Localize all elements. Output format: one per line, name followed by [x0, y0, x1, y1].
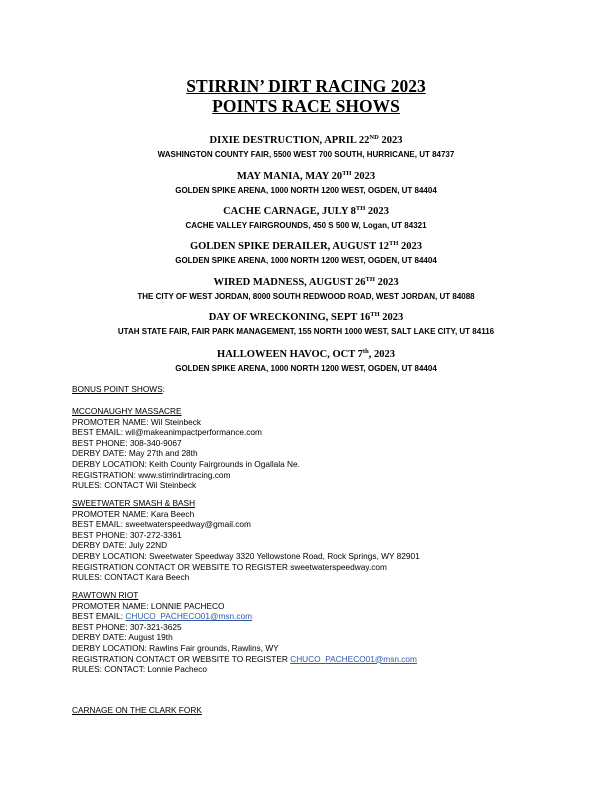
document-title: STIRRIN’ DIRT RACING 2023: [186, 76, 426, 96]
best-phone: BEST PHONE: 307-321-3625: [72, 621, 182, 632]
event-location: GOLDEN SPIKE ARENA, 1000 NORTH 1200 WEST, OGDEN, UT 84404: [175, 186, 437, 195]
promoter-name: PROMOTER NAME: Kara Beech: [72, 508, 195, 519]
best-phone: BEST PHONE: 307-272-3361: [72, 529, 182, 540]
derby-location: DERBY LOCATION: Sweetwater Speedway 3320 Yellowstone Road, Rock Springs, WY 82901: [72, 550, 420, 561]
derby-location: DERBY LOCATION: Rawlins Fair grounds, Rawlins, WY: [72, 642, 279, 653]
rules: RULES: CONTACT Kara Beech: [72, 572, 190, 583]
event-name: HALLOWEEN HAVOC, OCT 7th, 2023: [217, 348, 395, 360]
event-location: GOLDEN SPIKE ARENA, 1000 NORTH 1200 WEST, OGDEN, UT 84404: [175, 364, 437, 373]
event-location: GOLDEN SPIKE ARENA, 1000 NORTH 1200 WEST, OGDEN, UT 84404: [175, 256, 437, 265]
show-title: MCCONAUGHY MASSACRE: [72, 406, 182, 416]
event-name: DIXIE DESTRUCTION, APRIL 22ND 2023: [209, 134, 403, 146]
event-halloween-havoc: [0, 348, 612, 375]
email-link[interactable]: CHUCO_PACHECO01@msn.com: [125, 611, 253, 622]
show-title: RAWTOWN RIOT: [72, 590, 139, 600]
derby-date: DERBY DATE: July 22ND: [72, 540, 168, 551]
event-day-of-wreckoning: [0, 311, 612, 338]
best-phone: BEST PHONE: 308-340-9067: [72, 437, 182, 448]
event-name: WIRED MADNESS, AUGUST 26TH 2023: [213, 276, 399, 288]
event-name: GOLDEN SPIKE DERAILER, AUGUST 12TH 2023: [189, 240, 423, 252]
event-location: CACHE VALLEY FAIRGROUNDS, 450 S 500 W, Logan, UT 84321: [185, 221, 427, 230]
event-name: MAY MANIA, MAY 20TH 2023: [236, 170, 376, 182]
derby-location: DERBY LOCATION: Keith County Fairgrounds in Ogallala Ne.: [72, 458, 300, 469]
derby-date: DERBY DATE: May 27th and 28th: [72, 448, 198, 459]
bonus-shows-heading: BONUS POINT SHOWS:: [72, 384, 165, 394]
registration: REGISTRATION: www.stirrindirtracing.com: [72, 469, 231, 480]
best-email: BEST EMAIL: wil@makeanimpactperformance.com: [72, 427, 262, 438]
derby-date: DERBY DATE: August 19th: [72, 632, 173, 643]
event-cache-carnage: [0, 205, 612, 232]
bonus-show-carnage-clark-fork: [72, 705, 542, 716]
bonus-show-mcconaughy-massacre: [72, 406, 542, 491]
event-location: WASHINGTON COUNTY FAIR, 5500 WEST 700 SOUTH, HURRICANE, UT 84737: [157, 150, 455, 159]
promoter-name: PROMOTER NAME: Wil Steinbeck: [72, 416, 202, 427]
event-wired-madness: [0, 276, 612, 303]
best-email: BEST EMAIL: sweetwaterspeedway@gmail.com: [72, 519, 251, 530]
event-name: DAY OF WRECKONING, SEPT 16TH 2023: [208, 311, 404, 323]
document-subtitle: POINTS RACE SHOWS: [212, 96, 400, 116]
event-location: UTAH STATE FAIR, FAIR PARK MANAGEMENT, 155 NORTH 1000 WEST, SALT LAKE CITY, UT 84116: [117, 327, 495, 336]
registration: REGISTRATION CONTACT OR WEBSITE TO REGISTER sweetwaterspeedway.com: [72, 561, 387, 572]
event-location: THE CITY OF WEST JORDAN, 8000 SOUTH REDWOOD ROAD, WEST JORDAN, UT 84088: [137, 292, 475, 301]
best-email: BEST EMAIL: CHUCO_PACHECO01@msn.com: [72, 611, 253, 622]
event-golden-spike-derailer: [0, 240, 612, 267]
show-title: SWEETWATER SMASH & BASH: [72, 498, 196, 508]
rules: RULES: CONTACT: Lonnie Pacheco: [72, 664, 207, 675]
bonus-show-sweetwater-smash-bash: [72, 498, 542, 583]
registration-email-link[interactable]: CHUCO_PACHECO01@msn.com: [290, 653, 417, 664]
event-name: CACHE CARNAGE, JULY 8TH 2023: [223, 205, 389, 217]
event-may-mania: [0, 170, 612, 197]
registration: REGISTRATION CONTACT OR WEBSITE TO REGISTER CHUCO_PACHECO01@msn.com: [72, 653, 417, 664]
show-title: CARNAGE ON THE CLARK FORK: [72, 705, 202, 715]
bonus-show-rawtown-riot: [72, 590, 542, 675]
promoter-name: PROMOTER NAME: LONNIE PACHECO: [72, 600, 225, 611]
rules: RULES: CONTACT Wil Steinbeck: [72, 480, 197, 491]
event-dixie-destruction: [0, 134, 612, 161]
